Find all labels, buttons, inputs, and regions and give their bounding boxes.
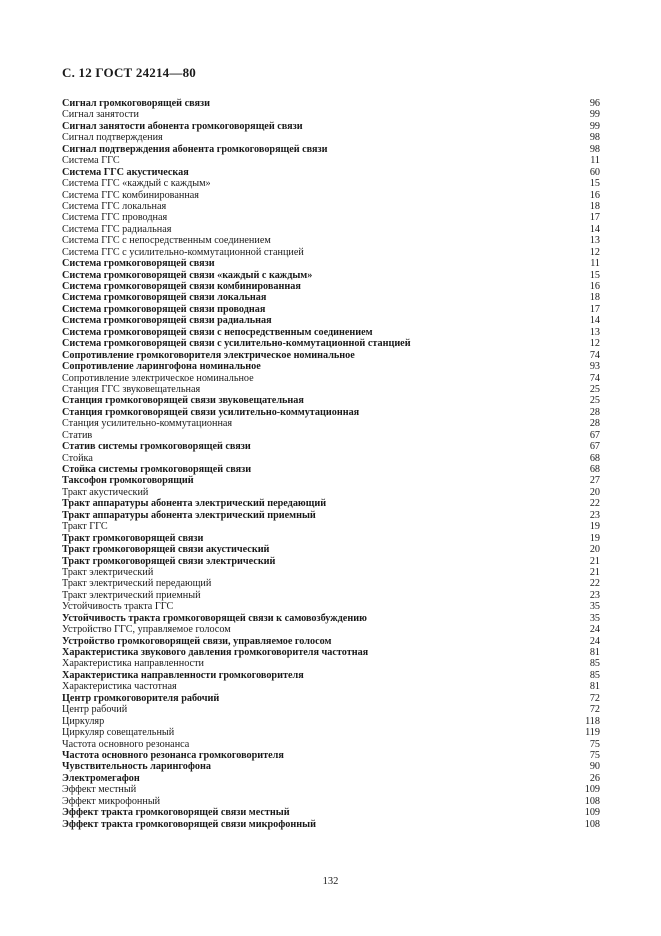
index-page-number: 25 — [589, 395, 600, 407]
index-entry — [62, 807, 600, 818]
index-page-number: 96 — [589, 98, 600, 109]
index-entry — [62, 670, 600, 681]
index-page-number: 81 — [589, 681, 600, 693]
index-entry — [62, 453, 600, 464]
index-entry — [62, 292, 600, 303]
index-term: Стойка — [62, 452, 93, 464]
index-entry — [62, 212, 600, 223]
index-entry — [62, 647, 600, 658]
index-entry — [62, 510, 600, 521]
index-term: Сопротивление электрическое номинальное — [62, 372, 254, 384]
index-page-number: 12 — [589, 338, 600, 350]
index-term: Центр рабочий — [62, 704, 128, 716]
index-entry — [62, 613, 600, 624]
index-entry — [62, 784, 600, 795]
index-term: Система громкоговорящей связи «каждый с каждым» — [62, 269, 313, 281]
index-entry — [62, 739, 600, 750]
index-entry — [62, 567, 600, 578]
index-term: Станция ГГС звуковещательная — [62, 383, 201, 395]
index-page-number: 108 — [584, 818, 600, 830]
index-entry — [62, 441, 600, 452]
index-term: Система громкоговорящей связи локальная — [62, 292, 267, 304]
index-term: Система громкоговорящей связи радиальная — [62, 315, 272, 327]
index-page-number: 11 — [590, 155, 600, 167]
index-page-number: 22 — [589, 578, 600, 590]
index-term: Таксофон громкоговорящий — [62, 475, 194, 487]
index-term: Частота основного резонанса громкоговорителя — [62, 749, 284, 761]
index-entry — [62, 716, 600, 727]
index-term: Система ГГС проводная — [62, 212, 168, 224]
page-header: С. 12 ГОСТ 24214—80 — [62, 65, 196, 80]
index-entry — [62, 258, 600, 269]
index-entry — [62, 304, 600, 315]
index-term: Система ГГС «каждый с каждым» — [62, 178, 211, 190]
index-page-number: 72 — [589, 692, 600, 704]
index-page-number: 74 — [589, 372, 600, 384]
index-page-number: 16 — [589, 189, 600, 201]
index-term: Характеристика направленности — [62, 658, 204, 670]
index-entry — [62, 464, 600, 475]
index-page-number: 109 — [584, 784, 600, 796]
index-term: Тракт электрический приемный — [62, 589, 201, 601]
index-term: Устройство громкоговорящей связи, управляемое голосом — [62, 635, 332, 647]
index-page-number: 15 — [589, 178, 600, 190]
index-term: Сигнал громкоговорящей связи — [62, 98, 210, 109]
index-page-number: 60 — [589, 166, 600, 178]
index-page-number: 26 — [589, 772, 600, 784]
index-term: Станция громкоговорящей связи усилительно-коммутационная — [62, 406, 360, 418]
index-page-number: 17 — [589, 212, 600, 224]
index-term: Система громкоговорящей связи комбинированная — [62, 281, 301, 292]
index-page-number: 109 — [584, 807, 600, 819]
index-term: Электромегафон — [62, 772, 140, 784]
index-page-number: 81 — [589, 647, 600, 658]
index-entry — [62, 224, 600, 235]
index-page-number: 35 — [589, 612, 600, 624]
index-page-number: 90 — [589, 761, 600, 773]
index-entry — [62, 681, 600, 692]
index-page-number: 98 — [589, 132, 600, 144]
index-entry — [62, 796, 600, 807]
index-term: Тракт аппаратуры абонента электрический приемный — [62, 509, 316, 521]
index-entry — [62, 190, 600, 201]
index-term: Частота основного резонанса — [62, 738, 190, 750]
index-page-number: 85 — [589, 658, 600, 670]
index-term: Эффект тракта громкоговорящей связи местный — [62, 807, 290, 819]
index-term: Система ГГС акустическая — [62, 166, 189, 178]
index-term: Устройство ГГС, управляемое голосом — [62, 624, 231, 636]
index-term: Сопротивление ларингофона номинальное — [62, 361, 261, 373]
index-entry — [62, 750, 600, 761]
index-term: Тракт электрический — [62, 566, 154, 578]
index-page-number: 67 — [589, 441, 600, 453]
index-entry — [62, 167, 600, 178]
index-page-number: 13 — [589, 235, 600, 247]
index-term: Устойчивость тракта ГГС — [62, 601, 174, 613]
index-term: Эффект местный — [62, 784, 137, 796]
index-entry — [62, 727, 600, 738]
index-page-number: 25 — [589, 383, 600, 395]
index-entry — [62, 281, 600, 292]
index-entry — [62, 533, 600, 544]
index-entry — [62, 109, 600, 120]
index-entry — [62, 521, 600, 532]
term-index-list — [62, 98, 600, 830]
index-page-number: 15 — [589, 269, 600, 281]
index-term: Эффект тракта громкоговорящей связи микрофонный — [62, 818, 316, 830]
index-term: Система ГГС локальная — [62, 200, 167, 212]
index-entry — [62, 487, 600, 498]
index-page-number: 98 — [589, 143, 600, 155]
index-entry — [62, 327, 600, 338]
index-page-number: 24 — [589, 635, 600, 647]
index-entry — [62, 658, 600, 669]
index-page-number: 74 — [589, 349, 600, 361]
index-entry — [62, 132, 600, 143]
index-term: Тракт акустический — [62, 486, 149, 498]
index-term: Статив системы громкоговорящей связи — [62, 441, 251, 453]
index-entry — [62, 761, 600, 772]
index-page-number: 68 — [589, 464, 600, 475]
index-term: Сигнал подтверждения — [62, 132, 163, 144]
index-entry — [62, 773, 600, 784]
index-page-number: 99 — [589, 109, 600, 121]
index-entry — [62, 121, 600, 132]
index-term: Центр громкоговорителя рабочий — [62, 692, 220, 704]
index-page-number: 17 — [589, 303, 600, 315]
index-term: Сопротивление громкоговорителя электрическое номинальное — [62, 349, 355, 361]
index-term: Стойка системы громкоговорящей связи — [62, 464, 252, 475]
index-term: Система громкоговорящей связи — [62, 258, 215, 270]
index-term: Система громкоговорящей связи с непосредственным соединением — [62, 326, 373, 338]
index-page-number: 24 — [589, 624, 600, 636]
index-entry — [62, 247, 600, 258]
index-entry — [62, 155, 600, 166]
index-term: Система громкоговорящей связи проводная — [62, 303, 266, 315]
index-entry — [62, 601, 600, 612]
index-page-number: 118 — [585, 715, 600, 727]
index-page-number: 67 — [589, 429, 600, 441]
index-term: Система ГГС с усилительно-коммутационной станцией — [62, 246, 304, 258]
index-entry — [62, 819, 600, 830]
index-page-number: 19 — [589, 521, 600, 533]
index-page-number: 11 — [590, 258, 600, 270]
index-page-number: 108 — [584, 795, 600, 807]
index-term: Система ГГС радиальная — [62, 223, 172, 235]
index-page-number: 85 — [589, 669, 600, 681]
index-page-number: 16 — [589, 281, 600, 292]
index-entry — [62, 201, 600, 212]
index-page-number: 75 — [589, 749, 600, 761]
index-entry — [62, 498, 600, 509]
index-page-number: 35 — [589, 601, 600, 613]
index-page-number: 27 — [589, 475, 600, 487]
index-term: Циркуляр совещательный — [62, 727, 175, 739]
index-page-number: 99 — [589, 120, 600, 132]
index-term: Циркуляр — [62, 715, 105, 727]
index-entry — [62, 361, 600, 372]
index-page-number: 12 — [589, 246, 600, 258]
index-term: Система ГГС комбинированная — [62, 189, 199, 201]
index-term: Станция громкоговорящей связи звуковещательная — [62, 395, 304, 407]
index-entry — [62, 384, 600, 395]
index-entry — [62, 395, 600, 406]
index-page-number: 68 — [589, 452, 600, 464]
index-term: Система громкоговорящей связи с усилительно-коммутационной станцией — [62, 338, 411, 350]
index-term: Эффект микрофонный — [62, 795, 161, 807]
index-entry — [62, 475, 600, 486]
index-page-number: 119 — [585, 727, 600, 739]
index-page-number: 23 — [589, 509, 600, 521]
index-term: Устойчивость тракта громкоговорящей связи к самовозбуждению — [62, 612, 367, 624]
index-term: Тракт громкоговорящей связи — [62, 532, 204, 544]
index-entry — [62, 590, 600, 601]
index-term: Станция усилительно-коммутационная — [62, 418, 233, 430]
index-page-number: 14 — [589, 223, 600, 235]
index-term: Сигнал занятости абонента громкоговорящей связи — [62, 120, 303, 132]
index-page-number: 21 — [589, 555, 600, 567]
index-page-number: 75 — [589, 738, 600, 750]
index-term: Система ГГС — [62, 155, 120, 167]
index-entry — [62, 556, 600, 567]
index-term: Сигнал занятости — [62, 109, 139, 121]
index-term: Система ГГС с непосредственным соединением — [62, 235, 271, 247]
index-term: Сигнал подтверждения абонента громкоговорящей связи — [62, 143, 328, 155]
index-term: Тракт электрический передающий — [62, 578, 212, 590]
index-entry — [62, 235, 600, 246]
index-entry — [62, 407, 600, 418]
index-entry — [62, 178, 600, 189]
index-entry — [62, 704, 600, 715]
index-term: Тракт ГГС — [62, 521, 108, 533]
index-entry — [62, 624, 600, 635]
index-entry — [62, 693, 600, 704]
index-term: Тракт громкоговорящей связи электрический — [62, 555, 276, 567]
index-entry — [62, 270, 600, 281]
index-page-number: 72 — [589, 704, 600, 716]
index-term: Чувствительность ларингофона — [62, 761, 211, 773]
page-number: 132 — [322, 876, 339, 887]
index-page-number: 21 — [589, 566, 600, 578]
index-page-number: 13 — [589, 326, 600, 338]
index-entry — [62, 350, 600, 361]
index-entry — [62, 636, 600, 647]
index-term: Тракт аппаратуры абонента электрический передающий — [62, 498, 327, 510]
index-entry — [62, 338, 600, 349]
index-page-number: 19 — [589, 532, 600, 544]
index-entry — [62, 144, 600, 155]
index-page-number: 18 — [589, 292, 600, 304]
index-entry — [62, 315, 600, 326]
index-entry — [62, 430, 600, 441]
index-entry — [62, 544, 600, 555]
index-entry — [62, 418, 600, 429]
index-term: Характеристика звукового давления громкоговорителя частотная — [62, 647, 369, 658]
index-page-number: 14 — [589, 315, 600, 327]
index-page-number: 18 — [589, 200, 600, 212]
index-page-number: 23 — [589, 589, 600, 601]
index-page-number: 28 — [589, 406, 600, 418]
index-entry — [62, 578, 600, 589]
index-term: Характеристика частотная — [62, 681, 177, 693]
index-term: Тракт громкоговорящей связи акустический — [62, 544, 270, 556]
index-page-number: 93 — [589, 361, 600, 373]
index-page-number: 22 — [589, 498, 600, 510]
index-term: Статив — [62, 429, 93, 441]
index-page-number: 20 — [589, 486, 600, 498]
index-page-number: 20 — [589, 544, 600, 556]
index-entry — [62, 373, 600, 384]
index-page-number: 28 — [589, 418, 600, 430]
index-entry — [62, 98, 600, 109]
index-term: Характеристика направленности громкоговорителя — [62, 669, 304, 681]
